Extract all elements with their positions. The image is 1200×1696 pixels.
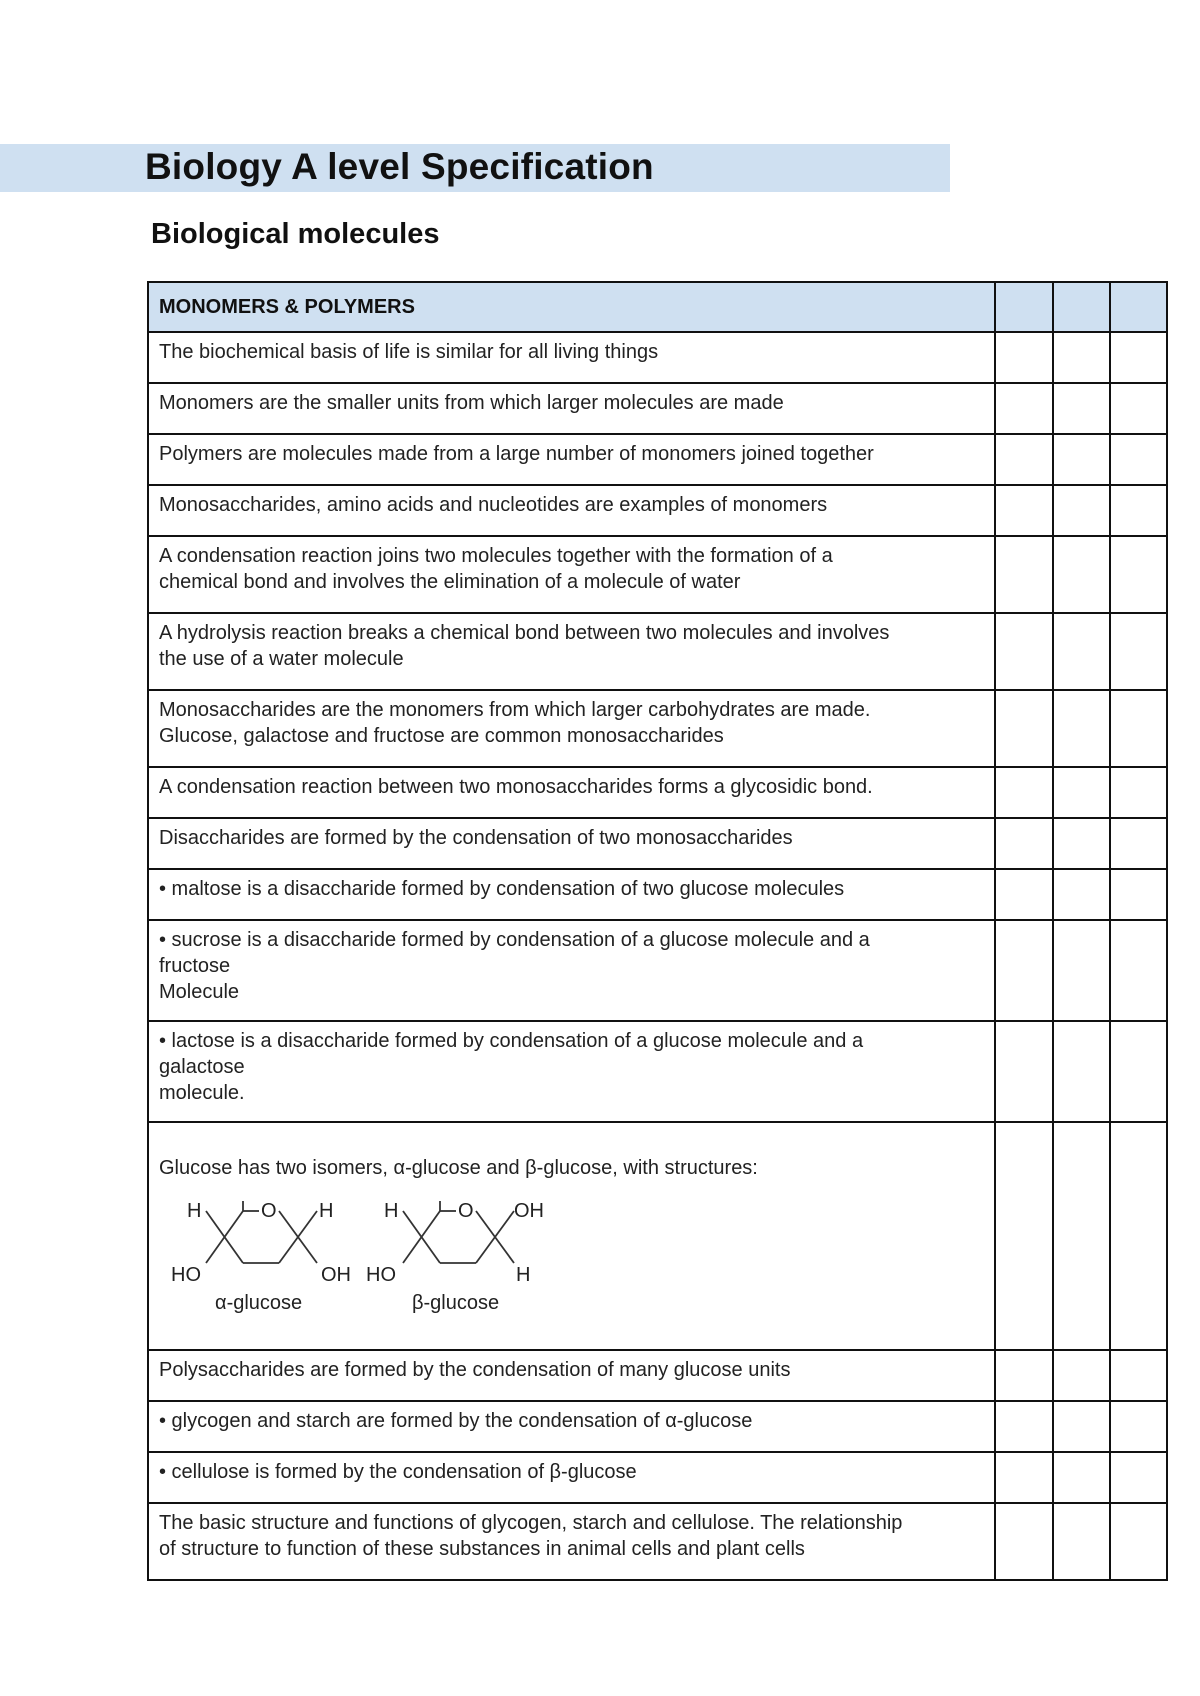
tick-box[interactable] [995,332,1052,383]
tick-box[interactable] [1053,282,1110,332]
tick-box[interactable] [995,869,1052,920]
tick-box[interactable] [995,1122,1052,1350]
tick-box[interactable] [1053,536,1110,613]
tick-box[interactable] [1110,1350,1167,1401]
structure-name: α-glucose [215,1292,303,1314]
statement-text: • glycogen and starch are formed by the condensation of α-glucose [148,1401,995,1452]
tick-box[interactable] [1053,1122,1110,1350]
tick-box[interactable] [1110,1452,1167,1503]
statement-text: Polysaccharides are formed by the condensation of many glucose units [148,1350,995,1401]
statement-text: Glucose has two isomers, α-glucose and β-glucose, with structures: [159,1157,758,1179]
statement-text: A condensation reaction joins two molecules together with the formation of a chemical bond and involves the elimination of a molecule of water [148,536,995,613]
alpha-glucose-structure [171,1200,351,1314]
tick-box[interactable] [995,1503,1052,1580]
section-title: Biological molecules [151,218,440,250]
table-row [148,434,1167,485]
table-row [148,383,1167,434]
table-row [148,920,1167,1021]
atom-label: OH [514,1200,544,1222]
statement-text: The biochemical basis of life is similar for all living things [148,332,995,383]
structure-name: β-glucose [412,1292,500,1314]
tick-box[interactable] [1110,536,1167,613]
tick-box[interactable] [1110,383,1167,434]
statement-text: • cellulose is formed by the condensation of β-glucose [148,1452,995,1503]
tick-box[interactable] [995,383,1052,434]
tick-box[interactable] [1110,767,1167,818]
tick-box[interactable] [995,1452,1052,1503]
statement-text: Disaccharides are formed by the condensation of two monosaccharides [148,818,995,869]
table-row [148,690,1167,767]
tick-box[interactable] [1053,383,1110,434]
tick-box[interactable] [1053,1021,1110,1122]
tick-box[interactable] [995,690,1052,767]
atom-label: HO [366,1264,396,1286]
page-title: Biology A level Specification [145,146,654,187]
statement-text: Monosaccharides are the monomers from which larger carbohydrates are made. Glucose, galactose and fructose are common monosaccharides [148,690,995,767]
tick-box[interactable] [1110,332,1167,383]
table-row [148,818,1167,869]
atom-label: H [319,1200,334,1222]
tick-box[interactable] [1053,332,1110,383]
table-row [148,613,1167,690]
table-heading: MONOMERS & POLYMERS [148,282,995,332]
tick-box[interactable] [1110,690,1167,767]
tick-box[interactable] [1110,613,1167,690]
tick-box[interactable] [995,536,1052,613]
tick-box[interactable] [1110,485,1167,536]
table-header-row [148,282,1167,332]
tick-box[interactable] [1053,690,1110,767]
table-row [148,1122,1167,1350]
spec-checklist-table [147,281,1168,1581]
statement-text: A hydrolysis reaction breaks a chemical bond between two molecules and involves the use of a water molecule [148,613,995,690]
tick-box[interactable] [995,1350,1052,1401]
tick-box[interactable] [1110,434,1167,485]
statement-text: • lactose is a disaccharide formed by condensation of a glucose molecule and a galactose molecule. [148,1021,995,1122]
statement-text: A condensation reaction between two monosaccharides forms a glycosidic bond. [148,767,995,818]
tick-box[interactable] [1110,1021,1167,1122]
tick-box[interactable] [995,1021,1052,1122]
atom-label: O [261,1200,277,1222]
tick-box[interactable] [1110,1401,1167,1452]
statement-text: The basic structure and functions of glycogen, starch and cellulose. The relationship of structure to function of these substances in animal cells and plant cells [148,1503,995,1580]
statement-text: Monomers are the smaller units from which larger molecules are made [148,383,995,434]
tick-box[interactable] [1110,282,1167,332]
table-row [148,869,1167,920]
table-row [148,1452,1167,1503]
tick-box[interactable] [1053,1401,1110,1452]
tick-box[interactable] [995,1401,1052,1452]
glucose-isomers-cell [148,1122,995,1350]
atom-label: H [187,1200,202,1222]
table-row [148,1503,1167,1580]
atom-label: H [516,1264,531,1286]
atom-label: O [458,1200,474,1222]
tick-box[interactable] [1110,1122,1167,1350]
glucose-structures-diagram [159,1187,579,1317]
table-row [148,1350,1167,1401]
tick-box[interactable] [1053,613,1110,690]
table-row [148,332,1167,383]
tick-box[interactable] [995,818,1052,869]
tick-box[interactable] [1053,485,1110,536]
tick-box[interactable] [995,920,1052,1021]
tick-box[interactable] [1053,1452,1110,1503]
tick-box[interactable] [1053,920,1110,1021]
atom-label: HO [171,1264,201,1286]
tick-box[interactable] [1110,1503,1167,1580]
tick-box[interactable] [995,767,1052,818]
tick-box[interactable] [1053,869,1110,920]
table-row [148,536,1167,613]
beta-glucose-structure [366,1200,544,1314]
tick-box[interactable] [1110,818,1167,869]
atom-label: OH [321,1264,351,1286]
tick-box[interactable] [1110,920,1167,1021]
tick-box[interactable] [1053,1350,1110,1401]
tick-box[interactable] [995,613,1052,690]
tick-box[interactable] [1053,767,1110,818]
atom-label: H [384,1200,399,1222]
statement-text: Monosaccharides, amino acids and nucleotides are examples of monomers [148,485,995,536]
table-row [148,1401,1167,1452]
table-row [148,1021,1167,1122]
tick-box[interactable] [995,434,1052,485]
tick-box[interactable] [1053,818,1110,869]
statement-text: • maltose is a disaccharide formed by condensation of two glucose molecules [148,869,995,920]
tick-box[interactable] [1053,1503,1110,1580]
tick-box[interactable] [1053,434,1110,485]
table-row [148,767,1167,818]
statement-text: Polymers are molecules made from a large number of monomers joined together [148,434,995,485]
tick-box[interactable] [1110,869,1167,920]
tick-box[interactable] [995,485,1052,536]
tick-box[interactable] [995,282,1052,332]
statement-text: • sucrose is a disaccharide formed by condensation of a glucose molecule and a fructose Molecule [148,920,995,1021]
table-row [148,485,1167,536]
